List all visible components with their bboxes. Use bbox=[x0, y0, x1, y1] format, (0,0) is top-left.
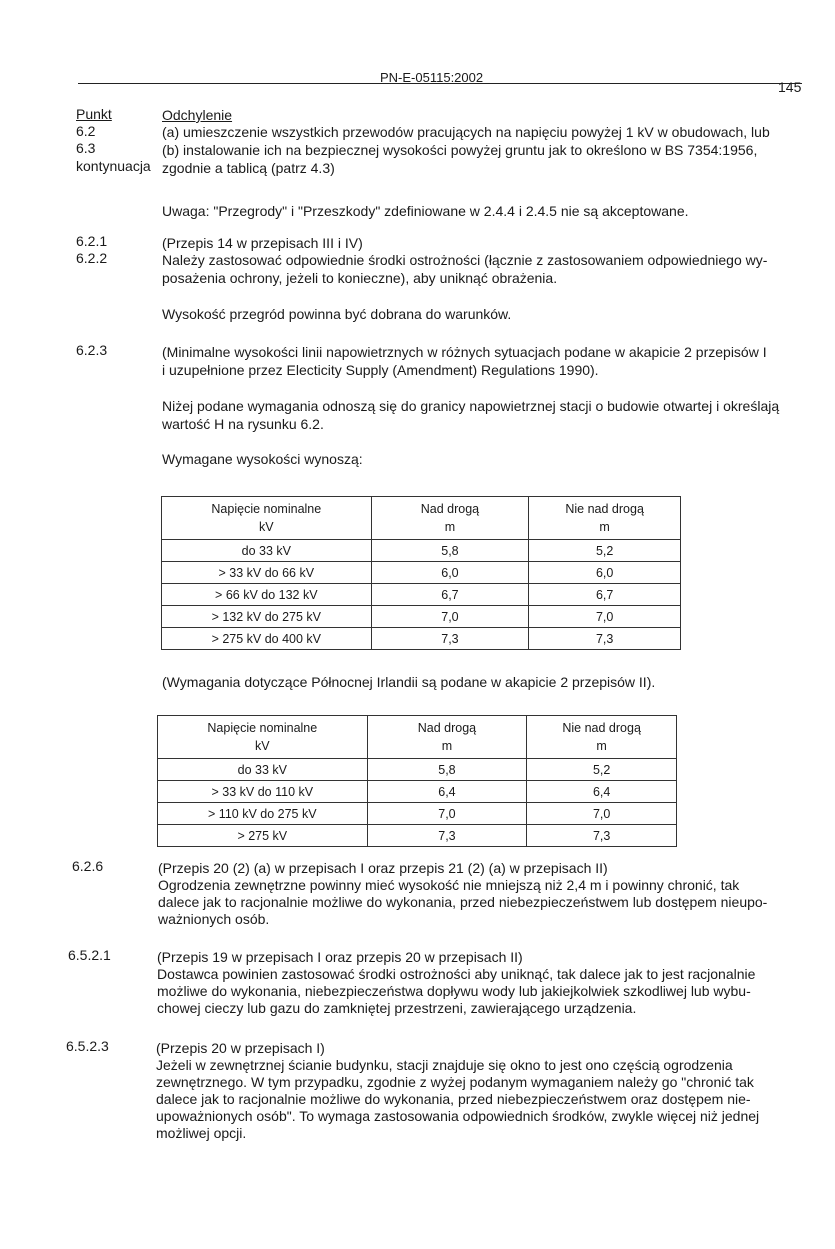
table-row bbox=[162, 540, 681, 562]
height-cell: 5,2 bbox=[529, 540, 681, 562]
text-line: możliwe do wykonania, niebezpieczeństwa dopływu wody lub jakiejkolwiek szkodliwej lub wybu- bbox=[157, 983, 751, 999]
table-header-row bbox=[158, 716, 677, 759]
text-line: (Przepis 19 w przepisach I oraz przepis 20 w przepisach II) bbox=[157, 949, 523, 965]
page-number: 145 bbox=[778, 79, 802, 95]
text-line: (Przepis 20 w przepisach I) bbox=[156, 1040, 325, 1056]
clause-number: 6.3 bbox=[76, 140, 96, 156]
text-line: Ogrodzenia zewnętrzne powinny mieć wysokość nie mniejszą niż 2,4 m i powinny chronić, tak bbox=[158, 877, 740, 893]
text-line: i uzupełnione przez Electicity Supply (Amendment) Regulations 1990). bbox=[162, 362, 599, 378]
table-row bbox=[158, 825, 677, 847]
height-cell: 7,3 bbox=[367, 825, 527, 847]
continuation-label: kontynuacja bbox=[76, 158, 151, 174]
text-line: Należy zastosować odpowiednie środki ostrożności (łącznie z zastosowaniem odpowiedniego wy- bbox=[162, 252, 768, 268]
table-row bbox=[158, 781, 677, 803]
text-line: posażenia ochrony, jeżeli to konieczne), aby uniknąć obrażenia. bbox=[162, 270, 558, 286]
northern-ireland-note: (Wymagania dotyczące Północnej Irlandii są podane w akapicie 2 przepisów II). bbox=[162, 674, 656, 690]
height-cell: 6,7 bbox=[371, 584, 529, 606]
table-row bbox=[162, 628, 681, 650]
height-cell: 7,3 bbox=[527, 825, 677, 847]
clause-number: 6.2.3 bbox=[76, 342, 108, 358]
voltage-cell: > 275 kV bbox=[158, 825, 368, 847]
header-cell: Napięcie nominalne kV bbox=[162, 497, 372, 540]
text-line: zewnętrznego. W tym przypadku, zgodnie z wyżej podanym wymaganiem należy go "chronić tak bbox=[156, 1074, 754, 1090]
punkt-heading: Punkt bbox=[76, 106, 112, 122]
height-cell: 7,0 bbox=[529, 606, 681, 628]
header-cell: Nad drogą m bbox=[367, 716, 527, 759]
text-line: Wymagane wysokości wynoszą: bbox=[162, 451, 363, 467]
header-cell: Nad drogą m bbox=[371, 497, 529, 540]
table-row bbox=[158, 759, 677, 781]
text-line: dalece jak to racjonalnie możliwe do wykonania, przed niebezpieczeństwem oraz dostępem nie- bbox=[156, 1091, 751, 1107]
height-cell: 7,3 bbox=[371, 628, 529, 650]
text-line: (Przepis 14 w przepisach III i IV) bbox=[162, 235, 363, 251]
height-cell: 7,0 bbox=[527, 803, 677, 825]
text-line: Jeżeli w zewnętrznej ścianie budynku, stacji znajduje się okno to jest ono częścią ogrodzenia bbox=[156, 1057, 733, 1073]
text-line: (Przepis 20 (2) (a) w przepisach I oraz przepis 21 (2) (a) w przepisach II) bbox=[158, 860, 608, 876]
height-cell: 7,0 bbox=[367, 803, 527, 825]
heights-table-ni bbox=[157, 715, 677, 847]
header-cell: Nie nad drogą m bbox=[529, 497, 681, 540]
height-cell: 7,0 bbox=[371, 606, 529, 628]
odchylenie-heading: Odchylenie bbox=[162, 107, 233, 123]
text-line: upoważnionych osób". To wymaga zastosowania odpowiednich środków, zwykle więcej niż jednej bbox=[156, 1108, 760, 1124]
clause-number: 6.5.2.1 bbox=[68, 947, 111, 963]
height-cell: 7,3 bbox=[529, 628, 681, 650]
text-line: dalece jak to racjonalnie możliwe do wykonania, przed niebezpieczeństwem lub dostępem nieupo- bbox=[158, 894, 768, 910]
height-cell: 5,2 bbox=[527, 759, 677, 781]
header-cell: Nie nad drogą m bbox=[527, 716, 677, 759]
text-line: Wysokość przegród powinna być dobrana do warunków. bbox=[162, 306, 512, 322]
voltage-cell: > 33 kV do 66 kV bbox=[162, 562, 372, 584]
height-cell: 5,8 bbox=[367, 759, 527, 781]
text-line: Niżej podane wymagania odnoszą się do granicy napowietrznej stacji o budowie otwartej i określają bbox=[162, 398, 780, 414]
voltage-cell: > 110 kV do 275 kV bbox=[158, 803, 368, 825]
table-row bbox=[162, 584, 681, 606]
text-line: wartość H na rysunku 6.2. bbox=[162, 416, 324, 432]
voltage-cell: > 33 kV do 110 kV bbox=[158, 781, 368, 803]
height-cell: 6,0 bbox=[371, 562, 529, 584]
clause-number: 6.2.1 bbox=[76, 233, 108, 249]
table-row bbox=[158, 803, 677, 825]
text-line: (Minimalne wysokości linii napowietrznych w różnych sytuacjach podane w akapicie 2 przepisów I bbox=[162, 344, 767, 360]
text-line: zgodnie a tablicą (patrz 4.3) bbox=[162, 160, 335, 176]
voltage-cell: do 33 kV bbox=[162, 540, 372, 562]
note-text: Uwaga: "Przegrody" i "Przeszkody" zdefiniowane w 2.4.4 i 2.4.5 nie są akceptowane. bbox=[162, 203, 689, 219]
voltage-cell: > 66 kV do 132 kV bbox=[162, 584, 372, 606]
heights-table-gb bbox=[161, 496, 681, 650]
header-rule bbox=[78, 83, 802, 84]
text-line: ważnionych osób. bbox=[158, 911, 270, 927]
voltage-cell: > 275 kV do 400 kV bbox=[162, 628, 372, 650]
voltage-cell: > 132 kV do 275 kV bbox=[162, 606, 372, 628]
text-line: możliwej opcji. bbox=[156, 1125, 247, 1141]
clause-number: 6.5.2.3 bbox=[66, 1038, 109, 1054]
table-row bbox=[162, 606, 681, 628]
text-line: (b) instalowanie ich na bezpiecznej wysokości powyżej gruntu jak to określono w BS 7354:1956, bbox=[162, 142, 758, 158]
height-cell: 6,4 bbox=[527, 781, 677, 803]
text-line: chowej cieczy lub gazu do zamkniętej przestrzeni, zawierającego urządzenia. bbox=[157, 1000, 637, 1016]
height-cell: 6,7 bbox=[529, 584, 681, 606]
standard-number: PN-E-05115:2002 bbox=[380, 70, 484, 85]
table-header-row bbox=[162, 497, 681, 540]
text-line: Dostawca powinien zastosować środki ostrożności aby uniknąć, tak dalece jak to jest racjonalnie bbox=[157, 966, 756, 982]
height-cell: 5,8 bbox=[371, 540, 529, 562]
table-row bbox=[162, 562, 681, 584]
clause-number: 6.2.2 bbox=[76, 250, 108, 266]
clause-number: 6.2.6 bbox=[72, 858, 104, 874]
height-cell: 6,0 bbox=[529, 562, 681, 584]
text-line: (a) umieszczenie wszystkich przewodów pracujących na napięciu powyżej 1 kV w obudowach, lub bbox=[162, 124, 770, 140]
voltage-cell: do 33 kV bbox=[158, 759, 368, 781]
header-cell: Napięcie nominalne kV bbox=[158, 716, 368, 759]
height-cell: 6,4 bbox=[367, 781, 527, 803]
clause-number: 6.2 bbox=[76, 123, 96, 139]
